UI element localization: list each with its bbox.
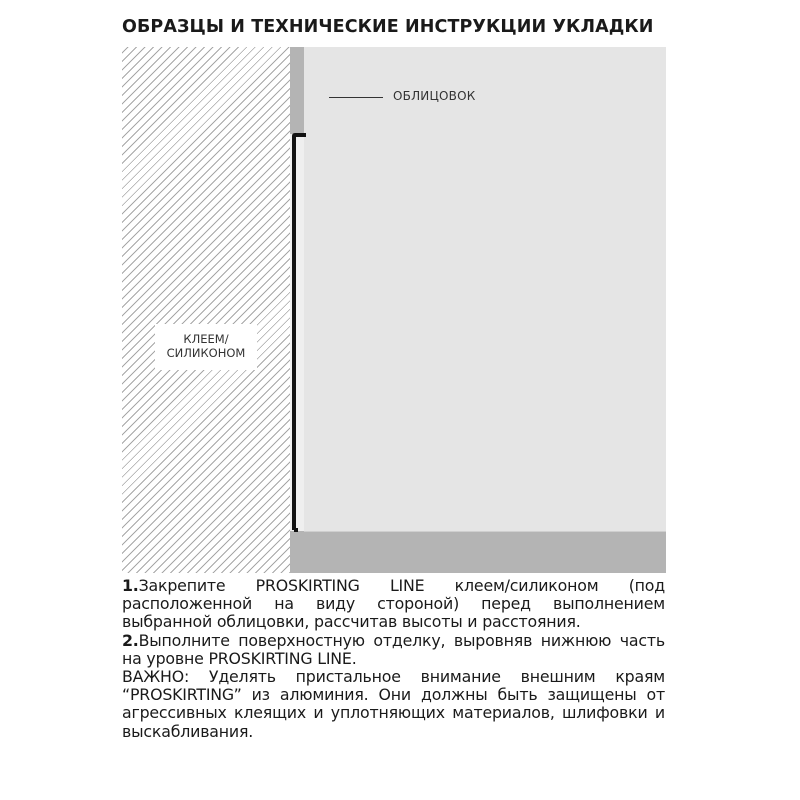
glue-label-box xyxy=(155,324,257,370)
skirting-profile xyxy=(289,130,310,532)
installation-diagram xyxy=(122,47,666,573)
important-note: ВАЖНО: Уделять пристальное внимание внешним краям “PROSKIRTING” из алюминия. Они должны быть защищены от агрессивных клеящих и уплотняющих материалов, шлифовки и выскабливания. xyxy=(122,667,665,741)
page-title: ОБРАЗЦЫ И ТЕХНИЧЕСКИЕ ИНСТРУКЦИИ УКЛАДКИ xyxy=(122,17,654,37)
step-2-text: Выполните поверхностную отделку, выровняв нижнюю часть на уровне PROSKIRTING LINE. xyxy=(122,630,665,668)
step-1 xyxy=(122,577,665,632)
wall-hatch xyxy=(122,47,290,573)
tile-leader-line xyxy=(329,97,383,98)
floor-tile xyxy=(290,531,666,573)
tile-layer-top xyxy=(290,47,304,134)
step-1-number: 1. xyxy=(122,576,139,595)
glue-label-line1: КЛЕЕМ/ xyxy=(183,332,229,346)
step-2-number: 2. xyxy=(122,630,139,650)
wall-panel xyxy=(304,47,666,531)
instructions xyxy=(122,577,665,741)
glue-label-line2: СИЛИКОНОМ xyxy=(166,346,246,360)
step-2 xyxy=(122,632,665,668)
floor-joint xyxy=(304,531,666,532)
tile-label: ОБЛИЦОВОК xyxy=(393,89,476,103)
step-1-text: Закрепите PROSKIRTING LINE клеем/силиконом (под расположенной на виду стороной) перед выполнением выбранной облицовки, рассчитав высоты и расстояния. xyxy=(122,576,665,632)
